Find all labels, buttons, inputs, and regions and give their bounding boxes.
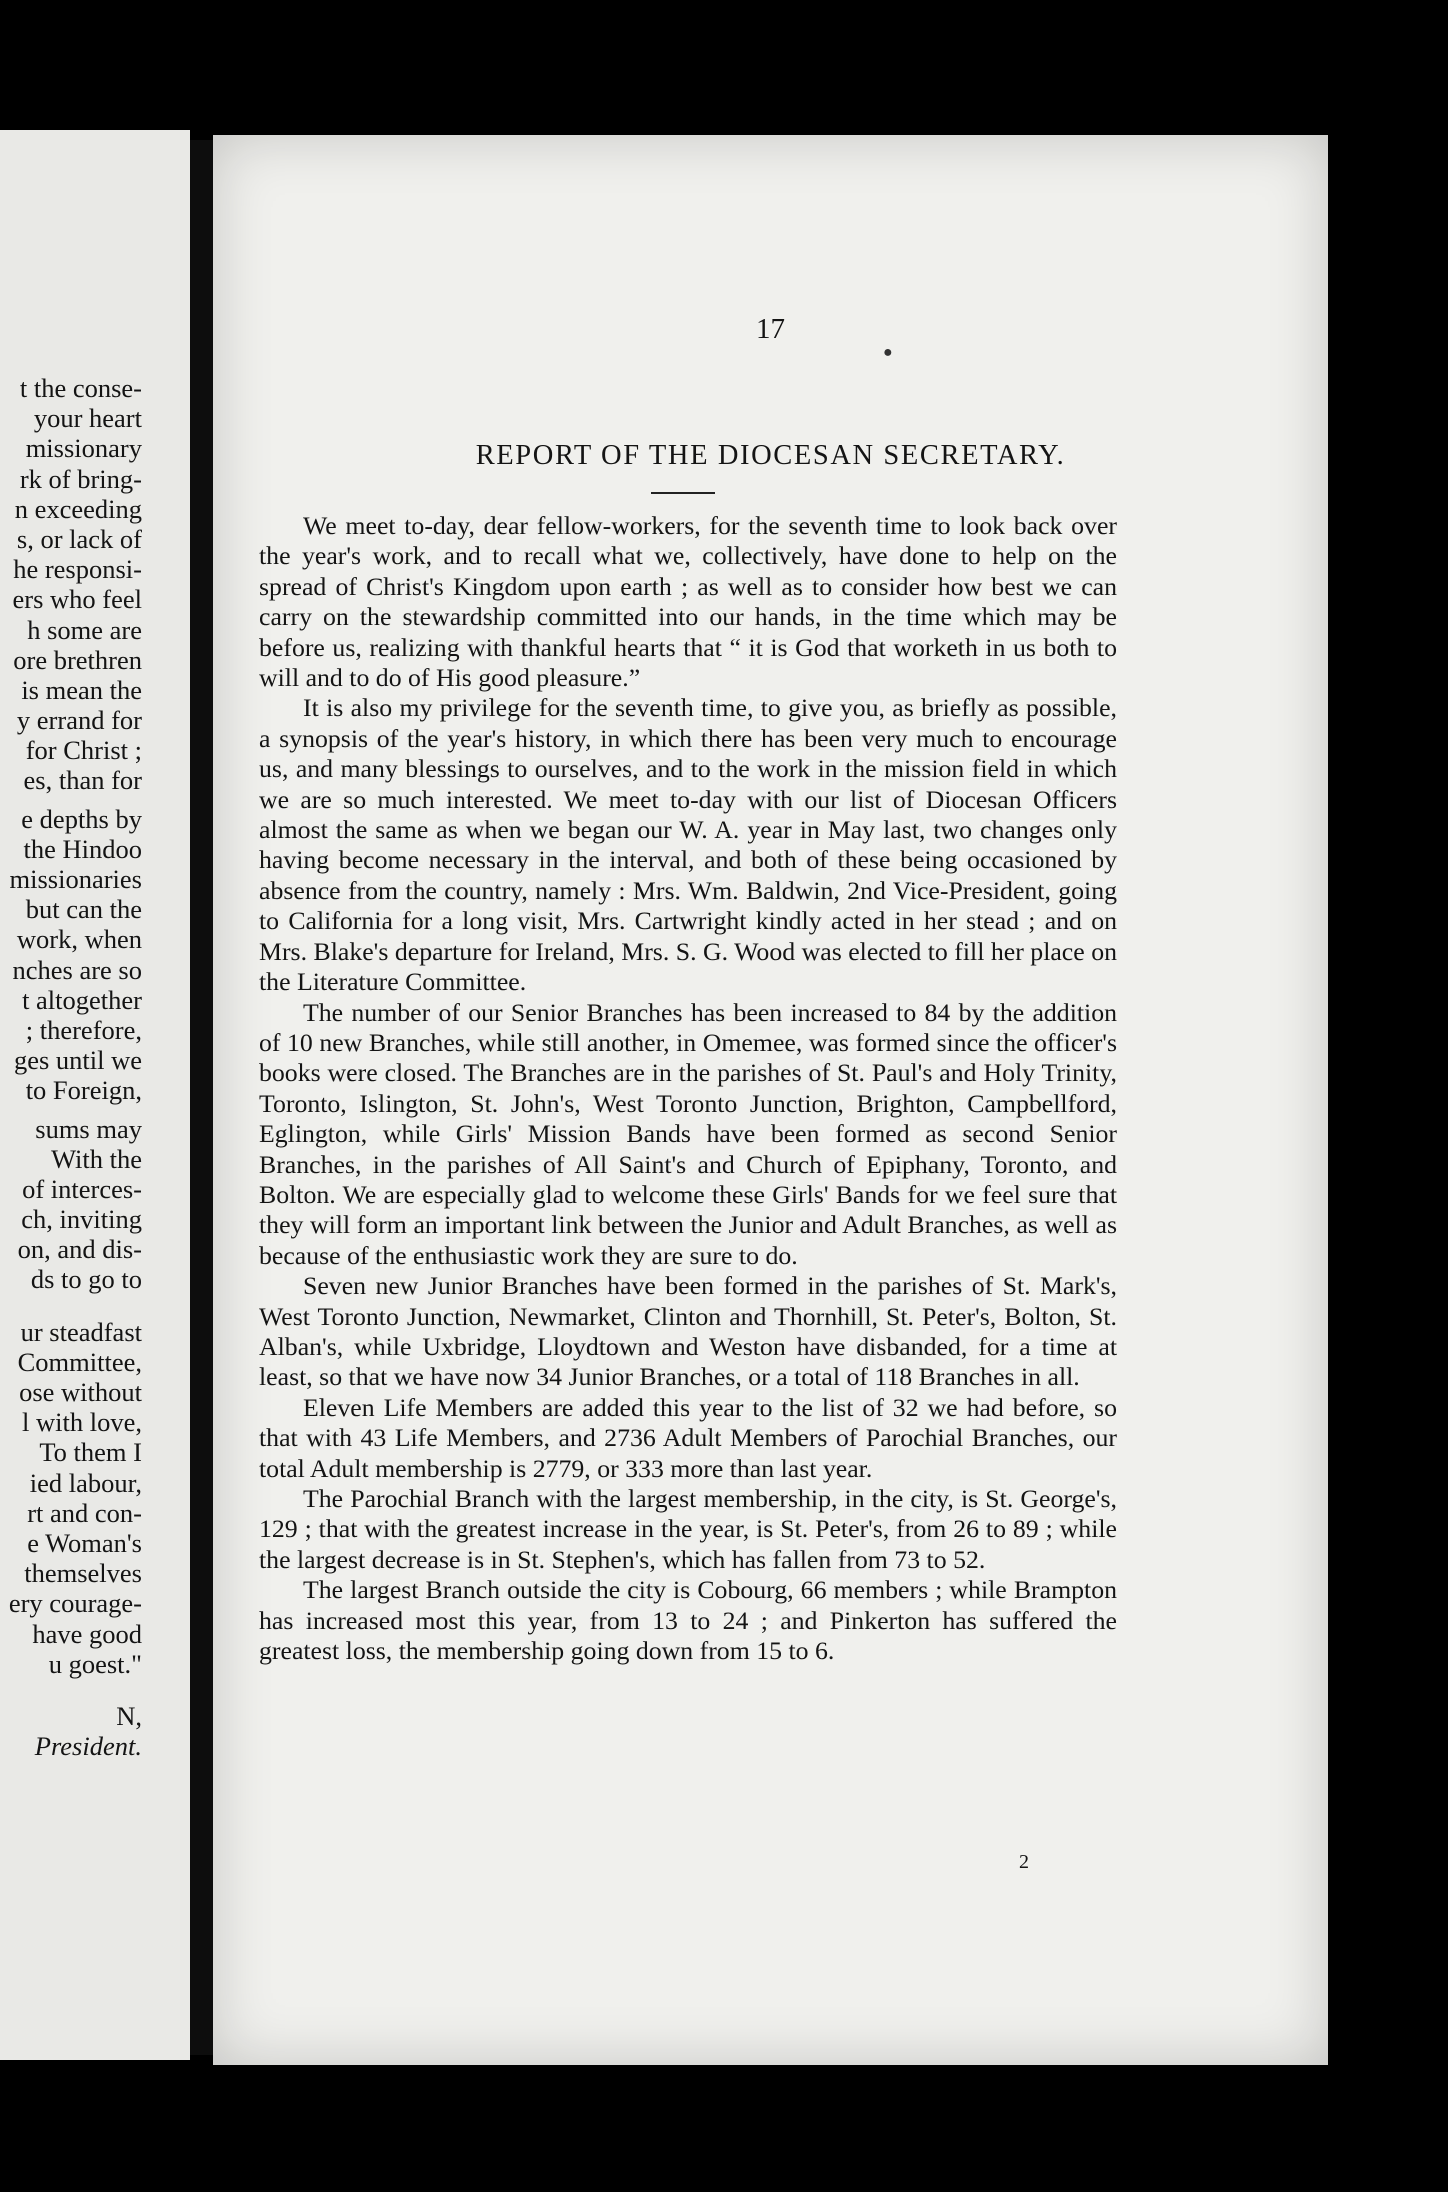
left-signature: President. bbox=[34, 1731, 142, 1762]
left-line: ied labour, bbox=[29, 1467, 142, 1498]
left-line: ur steadfast bbox=[20, 1316, 142, 1347]
left-line: work, when bbox=[16, 924, 142, 955]
previous-page bbox=[0, 130, 190, 2060]
paragraph: We meet to-day, dear fellow-workers, for the seventh time to look back over the year's work, and to recall what we, collectively, have done to help on the spread of Christ's Kingdom upon earth ; as well as to consider how best we can carry on the stewardship committed into our hands, in the time which may be before us, realizing with thankful hearts that “ it is God that worketh in us both to will and to do of His good pleasure.” bbox=[259, 511, 1117, 693]
left-line: sums may bbox=[35, 1113, 142, 1144]
left-line: With the bbox=[51, 1143, 142, 1174]
left-line: N, bbox=[116, 1700, 142, 1731]
left-line: ore brethren bbox=[13, 644, 142, 675]
left-line: your heart bbox=[33, 403, 142, 434]
left-line: ose without bbox=[19, 1377, 142, 1407]
left-line: ery courage- bbox=[8, 1588, 142, 1619]
paragraph: It is also my privilege for the seventh time, to give you, as briefly as possible, a synopsis of the year's history, in which there has been very much to encourage us, and many blessings to ourselves, and to the work in the mission field in which we are so much interested. We meet to-day with our list of Diocesan Officers almost the same as when we began our W. A. year in May last, two changes only having become necessary in the interval, and both of these being occasioned by absence from the country, namely : Mrs. Wm. Baldwin, 2nd Vice-President, going to California for a long visit, Mrs. Cartwright kindly acted in her stead ; and on Mrs. Blake's departure for Ireland, Mrs. S. G. Wood was elected to fill her place on the Literature Committee. bbox=[259, 693, 1117, 997]
left-line: ds to go to bbox=[30, 1264, 142, 1295]
left-line: s, or lack of bbox=[16, 523, 142, 554]
left-line: e Woman's bbox=[27, 1527, 142, 1558]
left-line: the Hindoo bbox=[23, 833, 142, 864]
left-line: es, than for bbox=[23, 765, 142, 796]
left-line: y errand for bbox=[16, 705, 142, 736]
left-line: ers who feel bbox=[12, 584, 142, 615]
left-line: is mean the bbox=[21, 674, 142, 705]
left-line: n exceeding bbox=[14, 493, 142, 524]
left-line: missionaries bbox=[9, 864, 142, 894]
report-body bbox=[259, 511, 1117, 1666]
left-line: Committee, bbox=[17, 1346, 142, 1377]
left-line: have good bbox=[32, 1618, 142, 1649]
left-line: e depths by bbox=[21, 803, 142, 834]
paragraph: Seven new Junior Branches have been formed in the parishes of St. Mark's, West Toronto Junction, Newmarket, Clinton and Thornhill, St. Peter's, Bolton, St. Alban's, while Uxbridge, Lloydtown and Weston have disbanded, for a time at least, so that we have now 34 Junior Branches, or a total of 118 Branches in all. bbox=[259, 1271, 1117, 1392]
left-line: he responsi- bbox=[13, 554, 142, 585]
left-line: rk of bring- bbox=[19, 463, 142, 494]
left-line: t the conse- bbox=[19, 373, 142, 403]
previous-page-text bbox=[9, 373, 142, 1761]
left-line: To them I bbox=[39, 1437, 142, 1468]
left-line: themselves bbox=[24, 1558, 142, 1589]
left-line: u goest." bbox=[48, 1648, 142, 1679]
left-line: for Christ ; bbox=[25, 735, 142, 766]
left-line: but can the bbox=[25, 894, 142, 925]
paragraph: The number of our Senior Branches has been increased to 84 by the addition of 10 new Branches, while still another, in Omemee, was formed since the officer's books were closed. The Branches are in the parishes of St. Paul's and Holy Trinity, Toronto, Islington, St. John's, West Toronto Junction, Brighton, Campbellford, Eglington, while Girls' Mission Bands have been formed as second Senior Branches, in the parishes of All Saint's and Church of Epiphany, Toronto, and Bolton. We are especially glad to welcome these Girls' Bands for we feel sure that they will form an important link between the Junior and Adult Branches, as well as because of the enthusiastic work they are sure to do. bbox=[259, 997, 1117, 1270]
ink-speck: ● bbox=[883, 344, 893, 361]
left-line: to Foreign, bbox=[25, 1075, 142, 1106]
signature-mark: 2 bbox=[1019, 1851, 1029, 1873]
title-rule bbox=[651, 492, 715, 494]
left-line: ges until we bbox=[13, 1045, 142, 1076]
page-title: REPORT OF THE DIOCESAN SECRETARY. bbox=[475, 440, 1066, 471]
left-line: l with love, bbox=[22, 1407, 142, 1438]
left-line: missionary bbox=[25, 433, 142, 464]
left-line: h some are bbox=[27, 614, 142, 645]
paragraph: The largest Branch outside the city is Cobourg, 66 members ; while Brampton has increased most this year, from 13 to 24 ; and Pinkerton has suffered the greatest loss, the membership going down from 15 to 6. bbox=[259, 1575, 1117, 1666]
left-line: rt and con- bbox=[27, 1497, 142, 1528]
left-line: t altogether bbox=[22, 984, 142, 1015]
paragraph: The Parochial Branch with the largest membership, in the city, is St. George's, 129 ; that with the greatest increase in the year, is St. Peter's, from 26 to 89 ; while the largest decrease is in St. Stephen's, which has fallen from 73 to 52. bbox=[259, 1484, 1117, 1574]
left-line: ch, inviting bbox=[21, 1204, 142, 1235]
left-line: nches are so bbox=[12, 954, 142, 985]
report-page bbox=[213, 135, 1328, 2065]
left-line: ; therefore, bbox=[25, 1014, 142, 1045]
paragraph: Eleven Life Members are added this year to the list of 32 we had before, so that with 43 Life Members, and 2736 Adult Members of Parochial Branches, our total Adult membership is 2779, or 333 more than last year. bbox=[259, 1392, 1117, 1483]
left-line: of interces- bbox=[22, 1173, 142, 1204]
page-number: 17 bbox=[756, 313, 785, 345]
left-line: on, and dis- bbox=[17, 1234, 142, 1265]
